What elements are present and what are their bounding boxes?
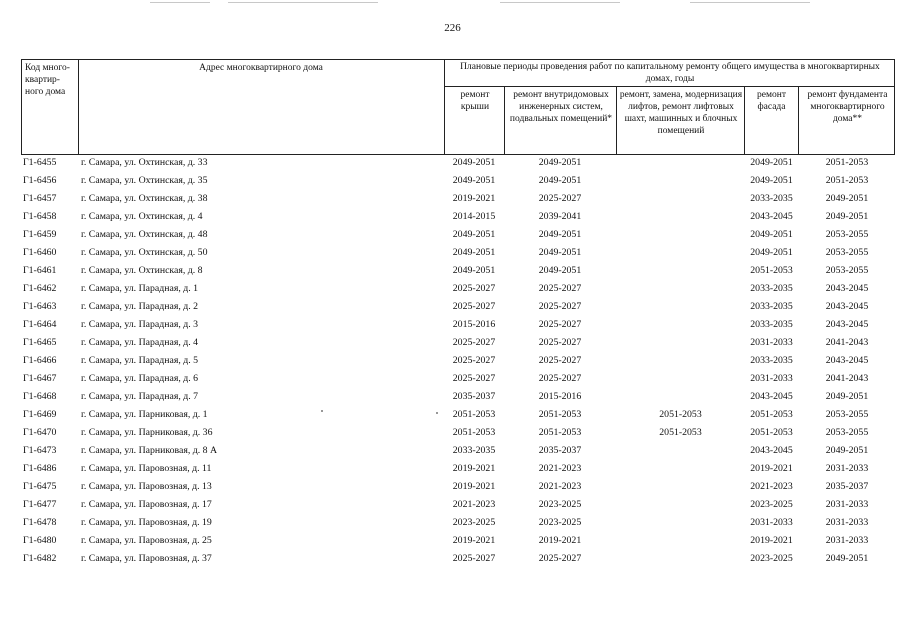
cell-address: г. Самара, ул. Парадная, д. 4 <box>81 337 199 348</box>
cell-roof: 2015-2016 <box>452 319 496 330</box>
table-body <box>21 155 895 569</box>
cell-facade: 2031-2033 <box>750 517 793 528</box>
cell-engineering: 2049-2051 <box>538 157 582 168</box>
scan-artifact-line <box>150 2 210 3</box>
cell-roof: 2021-2023 <box>452 499 496 510</box>
cell-engineering: 2023-2025 <box>538 517 582 528</box>
cell-code: Г1-6475 <box>23 481 57 492</box>
cell-foundation: 2053-2055 <box>825 409 869 420</box>
cell-roof: 2014-2015 <box>452 211 496 222</box>
table-row <box>21 191 895 209</box>
cell-address: г. Самара, ул. Парадная, д. 6 <box>81 373 199 384</box>
cell-foundation: 2043-2045 <box>825 301 869 312</box>
cell-code: Г1-6464 <box>23 319 57 330</box>
table-row <box>21 371 895 389</box>
cell-address: г. Самара, ул. Парниковая, д. 36 <box>81 427 213 438</box>
cell-engineering: 2019-2021 <box>538 535 582 546</box>
cell-engineering: 2021-2023 <box>538 463 582 474</box>
cell-code: Г1-6458 <box>23 211 57 222</box>
table-row <box>21 335 895 353</box>
cell-facade: 2033-2035 <box>750 355 793 366</box>
header-roof: ремонт крыши <box>460 90 490 112</box>
cell-foundation: 2049-2051 <box>825 445 869 456</box>
cell-foundation: 2049-2051 <box>825 553 869 564</box>
cell-facade: 2049-2051 <box>750 229 793 240</box>
cell-engineering: 2025-2027 <box>538 355 582 366</box>
header-lifts: ремонт, замена, модернизация лифтов, ремонт лифтовых шахт, машинных и блочных помещений <box>619 90 743 136</box>
header-code: Код много-квартир-ного дома <box>25 63 70 97</box>
scan-speck <box>321 410 323 412</box>
cell-facade: 2043-2045 <box>750 391 793 402</box>
table-header <box>21 59 895 155</box>
cell-foundation: 2053-2055 <box>825 265 869 276</box>
cell-facade: 2031-2033 <box>750 337 793 348</box>
cell-facade: 2043-2045 <box>750 211 793 222</box>
cell-facade: 2051-2053 <box>750 409 793 420</box>
cell-foundation: 2049-2051 <box>825 211 869 222</box>
cell-foundation: 2043-2045 <box>825 283 869 294</box>
table-row <box>21 353 895 371</box>
table-row <box>21 155 895 173</box>
cell-address: г. Самара, ул. Охтинская, д. 35 <box>81 175 208 186</box>
cell-facade: 2049-2051 <box>750 247 793 258</box>
cell-address: г. Самара, ул. Парадная, д. 1 <box>81 283 199 294</box>
cell-roof: 2019-2021 <box>452 193 496 204</box>
cell-facade: 2021-2023 <box>750 481 793 492</box>
cell-foundation: 2049-2051 <box>825 193 869 204</box>
cell-code: Г1-6469 <box>23 409 57 420</box>
cell-code: Г1-6456 <box>23 175 57 186</box>
cell-facade: 2051-2053 <box>750 427 793 438</box>
cell-foundation: 2051-2053 <box>825 157 869 168</box>
cell-address: г. Самара, ул. Охтинская, д. 48 <box>81 229 208 240</box>
scan-artifact-line <box>690 2 810 3</box>
cell-code: Г1-6455 <box>23 157 57 168</box>
cell-address: г. Самара, ул. Охтинская, д. 38 <box>81 193 208 204</box>
cell-engineering: 2025-2027 <box>538 553 582 564</box>
cell-address: г. Самара, ул. Паровозная, д. 17 <box>81 499 212 510</box>
cell-code: Г1-6460 <box>23 247 57 258</box>
column-divider <box>616 86 617 154</box>
cell-engineering: 2049-2051 <box>538 175 582 186</box>
cell-roof: 2035-2037 <box>452 391 496 402</box>
cell-engineering: 2049-2051 <box>538 229 582 240</box>
header-engineering: ремонт внутридомовых инженерных систем, подвальных помещений* <box>509 90 613 124</box>
cell-foundation: 2031-2033 <box>825 517 869 528</box>
cell-address: г. Самара, ул. Охтинская, д. 4 <box>81 211 203 222</box>
cell-code: Г1-6467 <box>23 373 57 384</box>
cell-foundation: 2041-2043 <box>825 373 869 384</box>
cell-roof: 2025-2027 <box>452 553 496 564</box>
header-facade: ремонт фасада <box>757 90 786 112</box>
table-row <box>21 407 895 425</box>
cell-foundation: 2053-2055 <box>825 229 869 240</box>
cell-facade: 2049-2051 <box>750 157 793 168</box>
table-row <box>21 263 895 281</box>
table-row <box>21 299 895 317</box>
cell-facade: 2043-2045 <box>750 445 793 456</box>
table-row <box>21 227 895 245</box>
cell-roof: 2051-2053 <box>452 427 496 438</box>
cell-code: Г1-6462 <box>23 283 57 294</box>
column-divider <box>444 60 445 154</box>
cell-address: г. Самара, ул. Паровозная, д. 19 <box>81 517 212 528</box>
cell-engineering: 2025-2027 <box>538 283 582 294</box>
table-row <box>21 497 895 515</box>
cell-engineering: 2049-2051 <box>538 265 582 276</box>
cell-lifts: 2051-2053 <box>659 409 702 420</box>
cell-roof: 2049-2051 <box>452 247 496 258</box>
table-row <box>21 389 895 407</box>
cell-engineering: 2051-2053 <box>538 427 582 438</box>
cell-facade: 2033-2035 <box>750 193 793 204</box>
cell-engineering: 2023-2025 <box>538 499 582 510</box>
cell-foundation: 2049-2051 <box>825 391 869 402</box>
cell-roof: 2049-2051 <box>452 157 496 168</box>
column-divider <box>504 86 505 154</box>
column-divider <box>78 60 79 154</box>
cell-engineering: 2021-2023 <box>538 481 582 492</box>
table-row <box>21 515 895 533</box>
cell-engineering: 2035-2037 <box>538 445 582 456</box>
cell-roof: 2025-2027 <box>452 355 496 366</box>
cell-lifts: 2051-2053 <box>659 427 702 438</box>
page-number: 226 <box>444 22 461 34</box>
cell-roof: 2025-2027 <box>452 337 496 348</box>
cell-code: Г1-6468 <box>23 391 57 402</box>
cell-address: г. Самара, ул. Парадная, д. 2 <box>81 301 199 312</box>
cell-address: г. Самара, ул. Парадная, д. 7 <box>81 391 199 402</box>
cell-facade: 2033-2035 <box>750 301 793 312</box>
cell-engineering: 2015-2016 <box>538 391 582 402</box>
cell-roof: 2049-2051 <box>452 229 496 240</box>
cell-code: Г1-6478 <box>23 517 57 528</box>
cell-engineering: 2025-2027 <box>538 373 582 384</box>
table-row <box>21 461 895 479</box>
scan-speck <box>436 412 438 414</box>
cell-roof: 2049-2051 <box>452 175 496 186</box>
cell-engineering: 2049-2051 <box>538 247 582 258</box>
cell-facade: 2033-2035 <box>750 319 793 330</box>
cell-foundation: 2035-2037 <box>825 481 869 492</box>
cell-code: Г1-6457 <box>23 193 57 204</box>
cell-code: Г1-6480 <box>23 535 57 546</box>
cell-roof: 2049-2051 <box>452 265 496 276</box>
cell-address: г. Самара, ул. Паровозная, д. 37 <box>81 553 212 564</box>
cell-code: Г1-6473 <box>23 445 57 456</box>
cell-facade: 2023-2025 <box>750 499 793 510</box>
cell-foundation: 2043-2045 <box>825 355 869 366</box>
cell-code: Г1-6461 <box>23 265 57 276</box>
cell-foundation: 2031-2033 <box>825 499 869 510</box>
cell-foundation: 2043-2045 <box>825 319 869 330</box>
cell-address: г. Самара, ул. Паровозная, д. 25 <box>81 535 212 546</box>
cell-roof: 2025-2027 <box>452 301 496 312</box>
cell-foundation: 2041-2043 <box>825 337 869 348</box>
table-row <box>21 479 895 497</box>
scan-artifact-line <box>228 2 378 3</box>
cell-address: г. Самара, ул. Парадная, д. 3 <box>81 319 199 330</box>
cell-facade: 2019-2021 <box>750 463 793 474</box>
table-row <box>21 245 895 263</box>
cell-facade: 2051-2053 <box>750 265 793 276</box>
cell-address: г. Самара, ул. Паровозная, д. 11 <box>81 463 212 474</box>
cell-address: г. Самара, ул. Парадная, д. 5 <box>81 355 199 366</box>
cell-code: Г1-6459 <box>23 229 57 240</box>
cell-address: г. Самара, ул. Охтинская, д. 50 <box>81 247 208 258</box>
cell-code: Г1-6486 <box>23 463 57 474</box>
header-address: Адрес многоквартирного дома <box>199 63 323 73</box>
cell-roof: 2051-2053 <box>452 409 496 420</box>
cell-code: Г1-6465 <box>23 337 57 348</box>
cell-address: г. Самара, ул. Охтинская, д. 8 <box>81 265 203 276</box>
cell-foundation: 2051-2053 <box>825 175 869 186</box>
cell-code: Г1-6463 <box>23 301 57 312</box>
cell-address: г. Самара, ул. Паровозная, д. 13 <box>81 481 212 492</box>
cell-facade: 2019-2021 <box>750 535 793 546</box>
cell-facade: 2049-2051 <box>750 175 793 186</box>
cell-engineering: 2025-2027 <box>538 193 582 204</box>
cell-roof: 2023-2025 <box>452 517 496 528</box>
header-foundation: ремонт фундамента многоквартирного дома** <box>807 90 888 124</box>
cell-address: г. Самара, ул. Парниковая, д. 8 А <box>81 445 218 456</box>
cell-foundation: 2053-2055 <box>825 247 869 258</box>
cell-foundation: 2031-2033 <box>825 535 869 546</box>
cell-foundation: 2053-2055 <box>825 427 869 438</box>
cell-address: г. Самара, ул. Парниковая, д. 1 <box>81 409 208 420</box>
cell-roof: 2025-2027 <box>452 373 496 384</box>
cell-roof: 2033-2035 <box>452 445 496 456</box>
cell-facade: 2031-2033 <box>750 373 793 384</box>
cell-roof: 2025-2027 <box>452 283 496 294</box>
scan-artifact-line <box>500 2 620 3</box>
cell-foundation: 2031-2033 <box>825 463 869 474</box>
cell-facade: 2033-2035 <box>750 283 793 294</box>
table-row <box>21 317 895 335</box>
cell-code: Г1-6482 <box>23 553 57 564</box>
table-row <box>21 443 895 461</box>
cell-engineering: 2051-2053 <box>538 409 582 420</box>
cell-engineering: 2025-2027 <box>538 337 582 348</box>
cell-code: Г1-6466 <box>23 355 57 366</box>
header-divider <box>444 86 894 87</box>
cell-engineering: 2039-2041 <box>538 211 582 222</box>
cell-roof: 2019-2021 <box>452 535 496 546</box>
cell-address: г. Самара, ул. Охтинская, д. 33 <box>81 157 208 168</box>
table-row <box>21 173 895 191</box>
table-row <box>21 425 895 443</box>
header-periods: Плановые периоды проведения работ по капитальному ремонту общего имущества в многоквартирных домах, годы <box>460 62 880 84</box>
cell-code: Г1-6477 <box>23 499 57 510</box>
cell-code: Г1-6470 <box>23 427 57 438</box>
cell-engineering: 2025-2027 <box>538 319 582 330</box>
table-row <box>21 209 895 227</box>
cell-roof: 2019-2021 <box>452 481 496 492</box>
table-row <box>21 551 895 569</box>
table-row <box>21 533 895 551</box>
cell-roof: 2019-2021 <box>452 463 496 474</box>
cell-facade: 2023-2025 <box>750 553 793 564</box>
table-row <box>21 281 895 299</box>
cell-engineering: 2025-2027 <box>538 301 582 312</box>
